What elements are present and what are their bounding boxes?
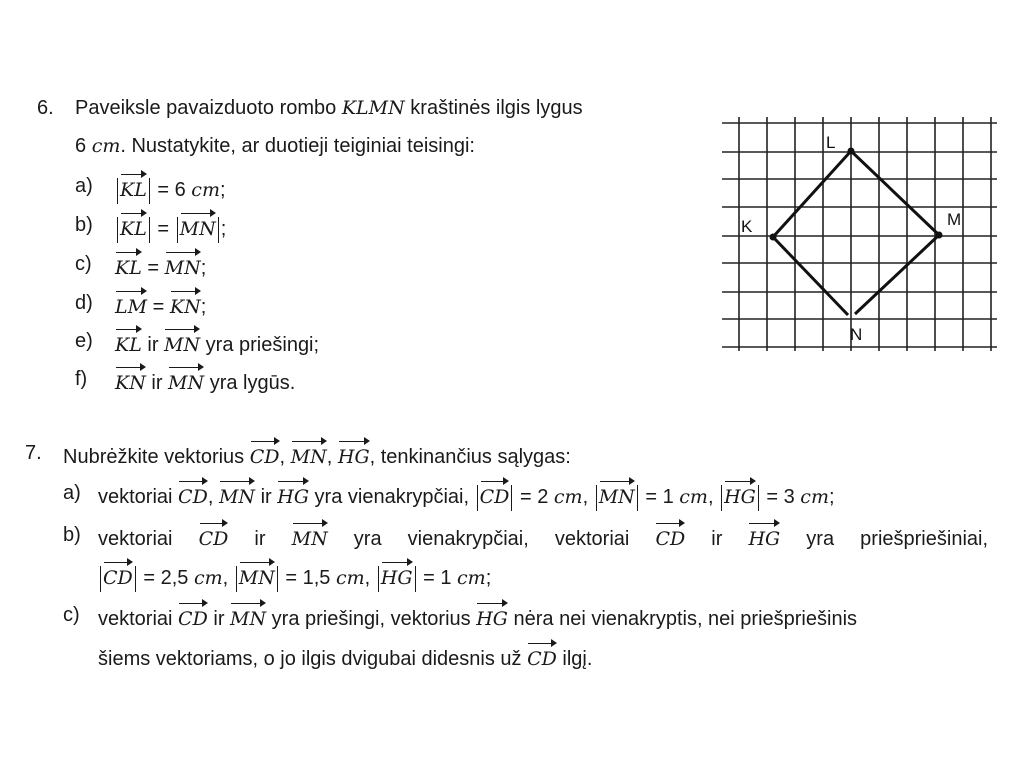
problem-7-item-c-line (98, 602, 857, 632)
text: , (279, 446, 291, 468)
vector-magnitude (98, 567, 138, 589)
problem-6-number: 6. (37, 97, 54, 119)
text: ; (219, 179, 226, 201)
text: nėra nei vienakryptis, nei priešpriešinis (507, 608, 858, 630)
text: = 6 (151, 179, 192, 201)
vector: HG (277, 480, 309, 510)
math-symbol: cm (193, 567, 223, 589)
vector: MN (168, 366, 204, 396)
problem-6-item-label: b) (75, 214, 93, 236)
vector: MN (180, 212, 216, 242)
math-symbol: KLMN (341, 97, 405, 119)
text: , (364, 567, 376, 589)
vector: CD (250, 440, 280, 470)
rhombus-sides (773, 151, 939, 315)
text: , (207, 486, 219, 508)
problem-6-item-label: f) (75, 368, 88, 390)
text: = 2,5 (137, 567, 194, 589)
problem-7-item-label: c) (63, 604, 80, 626)
vector: CD (527, 642, 557, 672)
text: vektoriai (98, 528, 199, 550)
problem-7-item-b-line (98, 522, 988, 552)
vector: KL (120, 212, 147, 242)
vector-magnitude (594, 486, 640, 508)
text: = 1,5 (279, 567, 336, 589)
vector: CD (480, 480, 510, 510)
text: yra lygūs. (204, 372, 296, 394)
text: ir (685, 528, 749, 550)
vector: MN (291, 440, 327, 470)
abs-bar (415, 566, 416, 592)
abs-bar (100, 566, 101, 592)
problem-7-item-label: b) (63, 524, 81, 546)
vector: MN (230, 602, 266, 632)
text: ; (485, 567, 492, 589)
text: , (582, 486, 594, 508)
text: Paveiksle pavaizduoto rombo (75, 97, 342, 119)
text: yra priešpriešiniai, (780, 528, 989, 550)
math-symbol: cm (91, 135, 121, 157)
problem-6-item-label: e) (75, 330, 93, 352)
text: ilgį. (556, 648, 593, 670)
vector: MN (599, 480, 635, 510)
text: šiems vektoriams, o jo ilgis dvigubai didesnis už (98, 648, 528, 670)
abs-bar (477, 485, 478, 511)
vector: HG (748, 522, 780, 552)
vertex-point (936, 232, 943, 239)
text: = 3 (760, 486, 801, 508)
text: = 1 (417, 567, 458, 589)
vector: KL (115, 328, 142, 358)
abs-bar (236, 566, 237, 592)
text: 6 (75, 135, 92, 157)
problem-7-number: 7. (25, 442, 42, 464)
vector: CD (199, 522, 229, 552)
math-symbol: cm (800, 486, 829, 508)
abs-bar (511, 485, 512, 511)
problem-6-item-label: c) (75, 253, 92, 275)
text: Nubrėžkite vektorius (63, 446, 250, 468)
vector-magnitude (719, 486, 761, 508)
text: = (151, 218, 175, 240)
text: ir (255, 486, 278, 508)
abs-bar (637, 485, 638, 511)
text: yra priešingi; (200, 334, 320, 356)
text: ; (200, 257, 207, 279)
problem-7-item-label: a) (63, 482, 81, 504)
vector: MN (219, 480, 255, 510)
vector-magnitude (376, 567, 418, 589)
math-symbol: cm (191, 179, 220, 201)
vector: KN (170, 290, 201, 320)
vector: HG (476, 602, 508, 632)
vector: LM (115, 290, 147, 320)
vector-magnitude (475, 486, 515, 508)
text: vektoriai (98, 608, 179, 630)
vertex-label-M: M (947, 210, 962, 229)
text: yra vienakrypčiai, (309, 486, 475, 508)
text: , (222, 567, 234, 589)
abs-bar (596, 485, 597, 511)
text: , tenkinančius sąlygas: (369, 446, 571, 468)
problem-6-item-label: a) (75, 175, 93, 197)
text: = (141, 257, 165, 279)
math-symbol: cm (335, 567, 365, 589)
vertex-label-K: K (741, 217, 753, 236)
vector: CD (103, 561, 133, 591)
text: = 2 (514, 486, 554, 508)
text: . Nustatykite, ar duotieji teiginiai teisingi: (120, 135, 475, 157)
problem-7-intro (63, 440, 571, 470)
abs-bar (277, 566, 278, 592)
vertex-point (848, 148, 855, 155)
vector: HG (381, 561, 413, 591)
abs-bar (758, 485, 759, 511)
abs-bar (378, 566, 379, 592)
vector: MN (292, 522, 328, 552)
text: ir (207, 608, 231, 630)
vector: KL (120, 173, 147, 203)
text: vektoriai (98, 486, 179, 508)
text: kraštinės ilgis lygus (404, 97, 583, 119)
vector: CD (655, 522, 685, 552)
problem-7-item-a-line (98, 480, 835, 511)
text: , (326, 446, 338, 468)
vertex-point (770, 234, 777, 241)
problem-6-item-label: d) (75, 292, 93, 314)
text: ir (145, 372, 169, 394)
vector: MN (239, 561, 275, 591)
vector: MN (165, 251, 201, 281)
math-symbol: cm (553, 486, 583, 508)
text: yra vienakrypčiai, vektoriai (327, 528, 656, 550)
text: = (147, 296, 170, 318)
vertex-label-N: N (850, 325, 863, 344)
vector: CD (178, 480, 208, 510)
abs-bar (135, 566, 136, 592)
text: yra priešingi, vektorius (266, 608, 477, 630)
text: , (707, 486, 720, 508)
text: ; (828, 486, 835, 508)
vector: KL (115, 251, 142, 281)
vector: CD (178, 602, 208, 632)
text: ir (141, 334, 165, 356)
math-symbol: cm (457, 567, 486, 589)
problem-7-item-c-line (98, 642, 592, 672)
vector: KN (115, 366, 146, 396)
text: ; (220, 218, 227, 240)
vector: MN (164, 328, 200, 358)
problem-7-item-b-line (98, 561, 491, 592)
vector-magnitude (234, 567, 280, 589)
math-symbol: cm (679, 486, 708, 508)
vector: HG (724, 480, 756, 510)
abs-bar (721, 485, 722, 511)
vector: HG (338, 440, 370, 470)
text: ir (228, 528, 292, 550)
text: = 1 (639, 486, 680, 508)
text: ; (200, 296, 207, 318)
vertex-label-L: L (826, 133, 836, 152)
